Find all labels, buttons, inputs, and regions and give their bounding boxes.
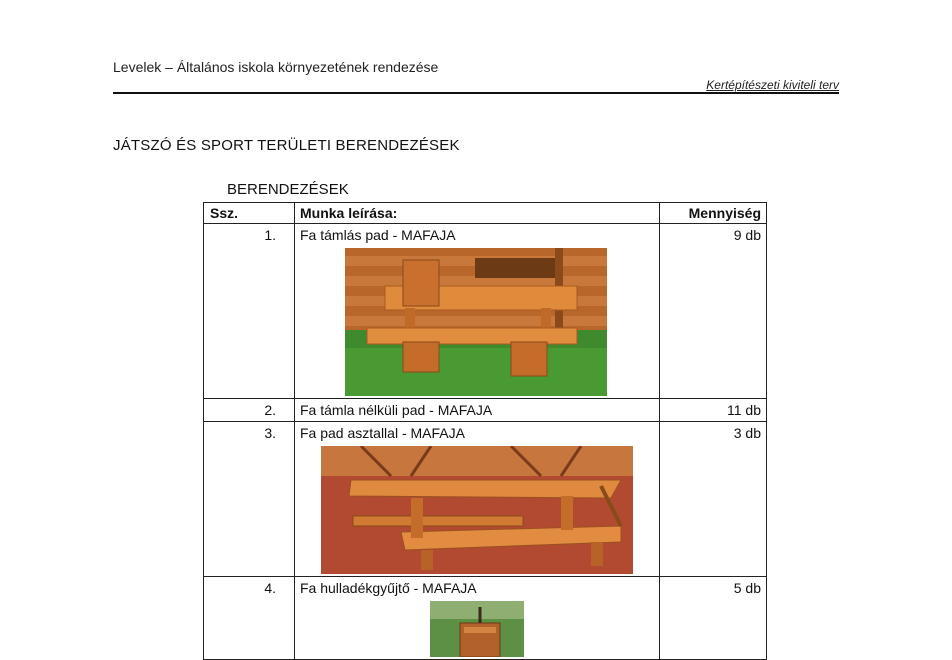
row-description-text: Fa hulladékgyűjtő - MAFAJA <box>300 580 477 596</box>
table-row <box>204 422 767 577</box>
header-divider <box>113 92 839 94</box>
row-number: 4. <box>204 577 295 660</box>
row-description-text: Fa pad asztallal - MAFAJA <box>300 425 465 441</box>
row-description <box>295 577 660 660</box>
column-header-no: Ssz. <box>204 203 295 224</box>
row-description: Fa támla nélküli pad - MAFAJA <box>295 399 660 422</box>
table-row <box>204 224 767 399</box>
row-description <box>295 422 660 577</box>
table-row <box>204 399 767 422</box>
row-quantity: 9 db <box>660 224 767 399</box>
row-quantity: 5 db <box>660 577 767 660</box>
section-title: JÁTSZÓ ÉS SPORT TERÜLETI BERENDEZÉSEK <box>113 137 460 154</box>
table-caption: BERENDEZÉSEK <box>227 181 349 198</box>
row-quantity: 3 db <box>660 422 767 577</box>
row-description-text: Fa támlás pad - MAFAJA <box>300 227 456 243</box>
column-header-quantity: Mennyiség <box>660 203 767 224</box>
row-number: 3. <box>204 422 295 577</box>
bench-with-table-image <box>321 446 633 574</box>
column-header-description: Munka leírása: <box>295 203 660 224</box>
document-header-title: Levelek – Általános iskola környezetének rendezése <box>113 59 439 75</box>
table-header-row <box>204 203 767 224</box>
row-description <box>295 224 660 399</box>
row-number: 2. <box>204 399 295 422</box>
table-row <box>204 577 767 660</box>
equipment-table <box>203 202 767 660</box>
row-number: 1. <box>204 224 295 399</box>
bench-with-backrest-image <box>345 248 607 396</box>
waste-bin-image <box>430 601 524 657</box>
row-quantity: 11 db <box>660 399 767 422</box>
document-header-subtitle: Kertépítészeti kiviteli terv <box>706 78 839 92</box>
